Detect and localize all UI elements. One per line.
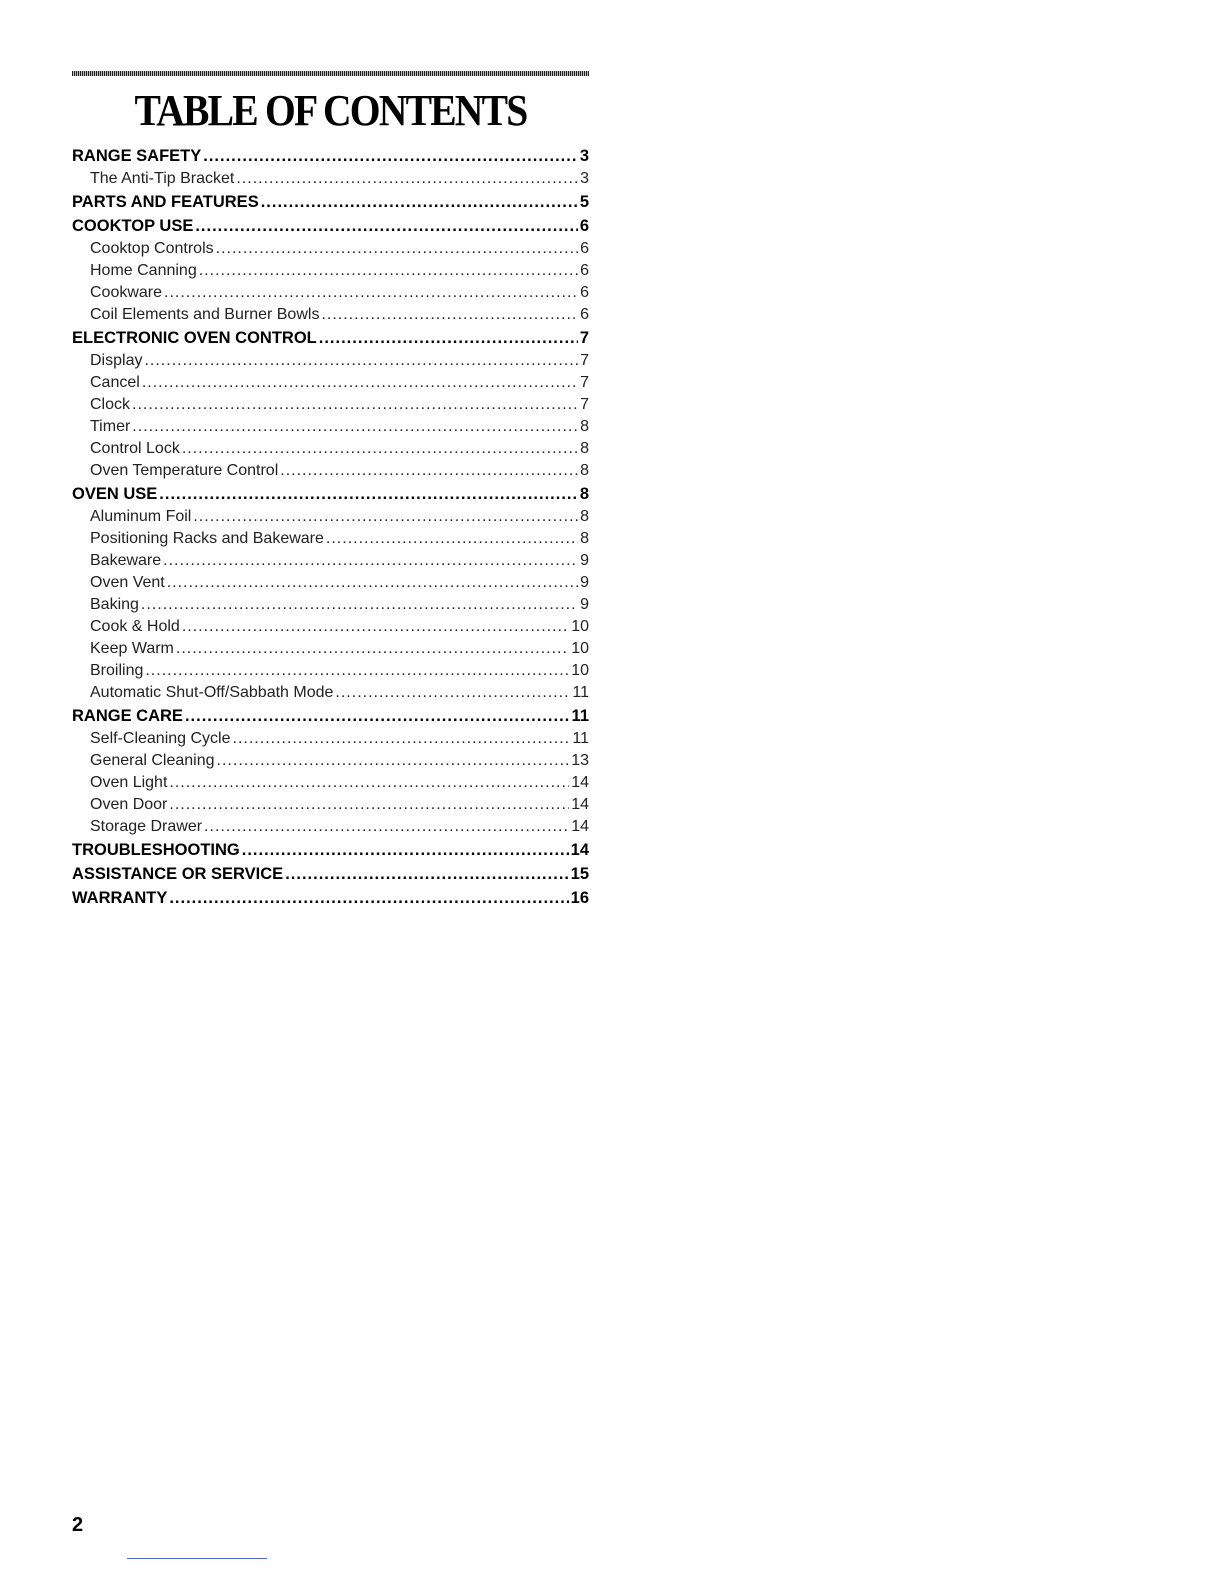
dot-leader bbox=[132, 416, 578, 438]
dot-leader bbox=[236, 168, 578, 190]
toc-entry-page: 7 bbox=[580, 352, 589, 369]
toc-entry-label: Bakeware bbox=[90, 552, 162, 569]
toc-entry-page: 11 bbox=[572, 684, 589, 701]
dot-leader bbox=[169, 886, 568, 910]
toc-subsection-entry[interactable] bbox=[72, 682, 589, 704]
toc-entry-label: Clock bbox=[90, 396, 131, 413]
toc-entry-label: Automatic Shut-Off/Sabbath Mode bbox=[90, 684, 334, 701]
toc-entry-page: 3 bbox=[579, 147, 589, 165]
toc-subsection-entry[interactable] bbox=[72, 460, 589, 482]
toc-section-entry[interactable] bbox=[72, 862, 589, 886]
toc-subsection-entry[interactable] bbox=[72, 772, 589, 794]
toc-entry-label: TROUBLESHOOTING bbox=[72, 841, 240, 859]
toc-entry-label: PARTS AND FEATURES bbox=[72, 193, 259, 211]
dot-leader bbox=[280, 460, 578, 482]
dot-leader bbox=[217, 750, 570, 772]
dot-leader bbox=[182, 616, 569, 638]
dot-leader bbox=[142, 372, 578, 394]
toc-entry-label: Baking bbox=[90, 596, 139, 613]
page-title: TABLE OF CONTENTS bbox=[134, 86, 527, 135]
toc-entry-label: Storage Drawer bbox=[90, 818, 203, 835]
dot-leader bbox=[285, 862, 568, 886]
toc-entry-page: 10 bbox=[571, 618, 589, 635]
dot-leader bbox=[176, 638, 569, 660]
toc-entry-label: RANGE SAFETY bbox=[72, 147, 202, 165]
toc-entry-page: 7 bbox=[580, 374, 589, 391]
toc-section-entry[interactable] bbox=[72, 326, 589, 350]
toc-subsection-entry[interactable] bbox=[72, 260, 589, 282]
dot-leader bbox=[159, 482, 578, 506]
toc-entry-page: 9 bbox=[580, 596, 589, 613]
toc-entry-page: 6 bbox=[580, 262, 589, 279]
toc-entry-label: Display bbox=[90, 352, 143, 369]
toc-entry-label: ELECTRONIC OVEN CONTROL bbox=[72, 329, 317, 347]
toc-subsection-entry[interactable] bbox=[72, 528, 589, 550]
toc-entry-label: ASSISTANCE OR SERVICE bbox=[72, 865, 284, 883]
table-of-contents bbox=[72, 144, 589, 910]
footer-line bbox=[127, 1558, 267, 1559]
toc-entry-label: Self-Cleaning Cycle bbox=[90, 730, 231, 747]
page-number: 2 bbox=[72, 1514, 84, 1536]
toc-section-entry[interactable] bbox=[72, 190, 589, 214]
toc-entry-page: 8 bbox=[580, 418, 589, 435]
dot-leader bbox=[242, 838, 569, 862]
toc-section-entry[interactable] bbox=[72, 482, 589, 506]
dot-leader bbox=[144, 350, 578, 372]
toc-subsection-entry[interactable] bbox=[72, 282, 589, 304]
toc-entry-label: Coil Elements and Burner Bowls bbox=[90, 306, 320, 323]
toc-entry-label: Broiling bbox=[90, 662, 144, 679]
dot-leader bbox=[199, 260, 578, 282]
toc-entry-label: WARRANTY bbox=[72, 889, 168, 907]
toc-entry-page: 8 bbox=[580, 508, 589, 525]
toc-entry-page: 13 bbox=[571, 752, 589, 769]
dot-leader bbox=[132, 394, 578, 416]
toc-entry-label: Oven Door bbox=[90, 796, 168, 813]
toc-subsection-entry[interactable] bbox=[72, 616, 589, 638]
dot-leader bbox=[185, 704, 570, 728]
toc-entry-page: 8 bbox=[579, 485, 589, 503]
toc-entry-page: 16 bbox=[570, 889, 589, 907]
toc-entry-label: Keep Warm bbox=[90, 640, 174, 657]
dot-leader bbox=[169, 772, 569, 794]
toc-subsection-entry[interactable] bbox=[72, 416, 589, 438]
toc-section-entry[interactable] bbox=[72, 214, 589, 238]
toc-entry-label: Home Canning bbox=[90, 262, 197, 279]
dot-leader bbox=[216, 238, 578, 260]
toc-subsection-entry[interactable] bbox=[72, 660, 589, 682]
dot-leader bbox=[145, 660, 569, 682]
toc-entry-label: Aluminum Foil bbox=[90, 508, 192, 525]
toc-subsection-entry[interactable] bbox=[72, 816, 589, 838]
toc-subsection-entry[interactable] bbox=[72, 638, 589, 660]
toc-entry-label: Positioning Racks and Bakeware bbox=[90, 530, 324, 547]
dot-leader bbox=[233, 728, 571, 750]
toc-entry-page: 11 bbox=[571, 707, 589, 725]
toc-subsection-entry[interactable] bbox=[72, 506, 589, 528]
toc-section-entry[interactable] bbox=[72, 704, 589, 728]
toc-subsection-entry[interactable] bbox=[72, 394, 589, 416]
dot-leader bbox=[141, 594, 578, 616]
toc-entry-page: 8 bbox=[580, 530, 589, 547]
dot-leader bbox=[335, 682, 570, 704]
toc-entry-page: 7 bbox=[580, 396, 589, 413]
toc-section-entry[interactable] bbox=[72, 838, 589, 862]
toc-subsection-entry[interactable] bbox=[72, 572, 589, 594]
toc-entry-page: 6 bbox=[579, 217, 589, 235]
toc-entry-page: 6 bbox=[580, 284, 589, 301]
toc-entry-label: Control Lock bbox=[90, 440, 180, 457]
toc-entry-label: OVEN USE bbox=[72, 485, 158, 503]
toc-section-entry[interactable] bbox=[72, 144, 589, 168]
toc-entry-page: 15 bbox=[570, 865, 589, 883]
toc-entry-label: Oven Vent bbox=[90, 574, 165, 591]
toc-entry-label: The Anti-Tip Bracket bbox=[90, 170, 235, 187]
toc-subsection-entry[interactable] bbox=[72, 750, 589, 772]
toc-entry-page: 8 bbox=[580, 440, 589, 457]
toc-entry-page: 3 bbox=[580, 170, 589, 187]
toc-subsection-entry[interactable] bbox=[72, 550, 589, 572]
toc-entry-page: 5 bbox=[579, 193, 589, 211]
toc-entry-page: 8 bbox=[580, 462, 589, 479]
dot-leader bbox=[319, 326, 578, 350]
dot-leader bbox=[167, 572, 578, 594]
toc-entry-page: 10 bbox=[571, 662, 589, 679]
dot-leader bbox=[261, 190, 578, 214]
toc-entry-label: Oven Light bbox=[90, 774, 168, 791]
toc-subsection-entry[interactable] bbox=[72, 372, 589, 394]
toc-entry-page: 9 bbox=[580, 552, 589, 569]
toc-subsection-entry[interactable] bbox=[72, 728, 589, 750]
toc-subsection-entry[interactable] bbox=[72, 594, 589, 616]
dot-leader bbox=[182, 438, 578, 460]
toc-subsection-entry[interactable] bbox=[72, 238, 589, 260]
dot-leader bbox=[169, 794, 569, 816]
toc-entry-page: 14 bbox=[570, 841, 589, 859]
toc-entry-label: RANGE CARE bbox=[72, 707, 183, 725]
toc-entry-page: 14 bbox=[571, 796, 589, 813]
toc-subsection-entry[interactable] bbox=[72, 350, 589, 372]
toc-entry-label: Cookware bbox=[90, 284, 163, 301]
toc-entry-page: 11 bbox=[572, 730, 589, 747]
toc-subsection-entry[interactable] bbox=[72, 168, 589, 190]
dot-leader bbox=[204, 816, 569, 838]
toc-entry-page: 10 bbox=[571, 640, 589, 657]
dot-leader bbox=[164, 282, 578, 304]
title-rule bbox=[72, 71, 589, 76]
toc-subsection-entry[interactable] bbox=[72, 304, 589, 326]
toc-entry-page: 14 bbox=[571, 774, 589, 791]
dot-leader bbox=[203, 144, 578, 168]
toc-entry-page: 6 bbox=[580, 306, 589, 323]
toc-entry-page: 9 bbox=[580, 574, 589, 591]
toc-entry-label: General Cleaning bbox=[90, 752, 215, 769]
toc-entry-page: 7 bbox=[579, 329, 589, 347]
toc-entry-label: Cooktop Controls bbox=[90, 240, 214, 257]
dot-leader bbox=[321, 304, 578, 326]
toc-entry-label: Cancel bbox=[90, 374, 140, 391]
dot-leader bbox=[193, 506, 578, 528]
toc-subsection-entry[interactable] bbox=[72, 794, 589, 816]
toc-subsection-entry[interactable] bbox=[72, 438, 589, 460]
toc-entry-label: Oven Temperature Control bbox=[90, 462, 279, 479]
dot-leader bbox=[163, 550, 578, 572]
toc-section-entry[interactable] bbox=[72, 886, 589, 910]
toc-entry-label: Timer bbox=[90, 418, 131, 435]
toc-entry-label: Cook & Hold bbox=[90, 618, 180, 635]
toc-entry-label: COOKTOP USE bbox=[72, 217, 194, 235]
dot-leader bbox=[195, 214, 577, 238]
toc-entry-page: 6 bbox=[580, 240, 589, 257]
toc-entry-page: 14 bbox=[571, 818, 589, 835]
dot-leader bbox=[326, 528, 578, 550]
